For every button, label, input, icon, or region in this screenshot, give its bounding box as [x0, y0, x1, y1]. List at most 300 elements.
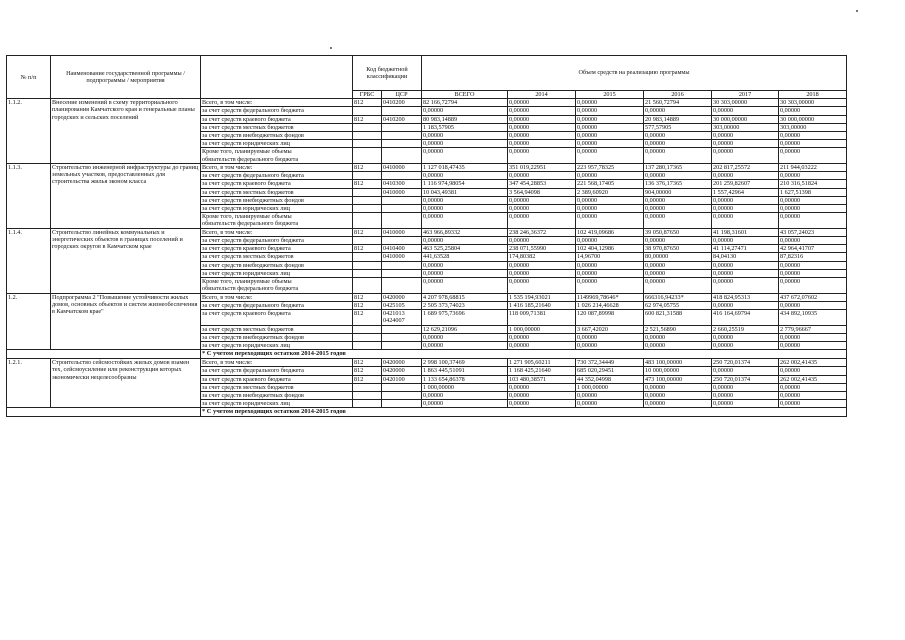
value-cell-y2018: 0,00000 — [779, 148, 847, 164]
value-cell-y2014: 0,00000 — [508, 123, 576, 131]
value-cell-y2015: 221 568,17405 — [576, 180, 644, 188]
value-cell-y2017: 250 720,01374 — [712, 375, 779, 383]
grbs-cell: 812 — [353, 301, 382, 309]
row-extrabudget-label: за счет средств внебюджетных фондов — [201, 196, 353, 204]
value-cell-total: 1 133 654,86378 — [422, 375, 508, 383]
row-legal-label: за счет средств юридических лиц — [201, 269, 353, 277]
csr-cell — [382, 325, 422, 333]
value-cell-y2015: 0,00000 — [576, 392, 644, 400]
value-cell-y2016: 0,00000 — [644, 132, 712, 140]
value-cell-y2017: 0,00000 — [712, 205, 779, 213]
value-cell-y2017: 0,00000 — [712, 196, 779, 204]
footnote-spacer — [7, 350, 201, 359]
value-cell-total: 10 043,49381 — [422, 188, 508, 196]
value-cell-total: 0,00000 — [422, 237, 508, 245]
value-cell-y2017: 0,00000 — [712, 107, 779, 115]
value-cell-total: 12 629,21096 — [422, 325, 508, 333]
value-cell-y2016: 600 821,31588 — [644, 310, 712, 326]
grbs-cell: 812 — [353, 293, 382, 301]
value-cell-y2014: 0,00000 — [508, 196, 576, 204]
value-cell-y2014: 0,00000 — [508, 392, 576, 400]
value-cell-y2017: 0,00000 — [712, 261, 779, 269]
value-cell-y2014: 347 454,28853 — [508, 180, 576, 188]
grbs-cell: 812 — [353, 359, 382, 367]
value-cell-y2014: 0,00000 — [508, 237, 576, 245]
value-cell-total: 2 998 100,37469 — [422, 359, 508, 367]
value-cell-y2014: 0,00000 — [508, 400, 576, 408]
value-cell-y2016: 80,00000 — [644, 253, 712, 261]
value-cell-total: 0,00000 — [422, 333, 508, 341]
value-cell-y2016: 0,00000 — [644, 342, 712, 350]
csr-cell — [382, 383, 422, 391]
csr-cell — [382, 123, 422, 131]
value-cell-y2018: 0,00000 — [779, 205, 847, 213]
value-cell-total: 2 505 373,74023 — [422, 301, 508, 309]
value-cell-y2016: 473 100,00000 — [644, 375, 712, 383]
section-name: Внесение изменений в схему территориального планирования Камчатского края и генеральные планы городских и сельских поселений — [51, 99, 201, 164]
value-cell-y2015: 730 372,34449 — [576, 359, 644, 367]
value-cell-total: 1 863 445,51091 — [422, 367, 508, 375]
footnote-row — [7, 408, 847, 417]
value-cell-y2015: 0,00000 — [576, 205, 644, 213]
row-label-planned — [201, 148, 353, 164]
value-cell-y2018: 0,00000 — [779, 383, 847, 391]
section-name: Строительство линейных коммунальных и энергетических объектов в границах поселений и городских округов в Камчатском крае — [51, 228, 201, 293]
value-cell-y2017: 0,00000 — [712, 301, 779, 309]
value-cell-y2016: 0,00000 — [644, 261, 712, 269]
value-cell-y2017: 0,00000 — [712, 367, 779, 375]
header-2016: 2016 — [644, 91, 712, 99]
table-row — [7, 164, 847, 172]
value-cell-y2014: 1 535 194,93021 — [508, 293, 576, 301]
value-cell-y2015: 0,00000 — [576, 237, 644, 245]
value-cell-y2018: 42 964,41707 — [779, 245, 847, 253]
value-cell-y2014: 351 019,22951 — [508, 164, 576, 172]
value-cell-y2014: 1 271 905,60211 — [508, 359, 576, 367]
value-cell-y2017: 0,00000 — [712, 400, 779, 408]
grbs-cell: 812 — [353, 310, 382, 326]
value-cell-y2016: 10 000,00000 — [644, 367, 712, 375]
header-2014: 2014 — [508, 91, 576, 99]
csr-code: 0421013 — [383, 310, 405, 318]
value-cell-y2016: 137 280,17365 — [644, 164, 712, 172]
budget-table — [6, 55, 847, 417]
csr-cell: 0420000 — [382, 359, 422, 367]
value-cell-y2014: 0,00000 — [508, 172, 576, 180]
row-regional-label: за счет средств краевого бюджета — [201, 310, 353, 326]
value-cell-y2014: 0,00000 — [508, 99, 576, 107]
grbs-cell — [353, 278, 382, 294]
value-cell-y2016: 0,00000 — [644, 333, 712, 341]
value-cell-y2016: 483 100,00000 — [644, 359, 712, 367]
value-cell-y2018: 30 000,00000 — [779, 115, 847, 123]
value-cell-y2015: 0,00000 — [576, 333, 644, 341]
section-number: 1.2. — [7, 293, 51, 350]
value-cell-y2018: 0,00000 — [779, 196, 847, 204]
value-cell-total: 1 000,00000 — [422, 383, 508, 391]
value-cell-y2017: 1 557,42964 — [712, 188, 779, 196]
value-cell-y2014: 0,00000 — [508, 140, 576, 148]
header-2018: 2018 — [779, 91, 847, 99]
value-cell-y2016: 136 376,17365 — [644, 180, 712, 188]
header-volume: Объем средств на реализацию программы — [422, 56, 847, 91]
value-cell-y2015: 44 352,04998 — [576, 375, 644, 383]
grbs-cell: 812 — [353, 99, 382, 107]
value-cell-y2017: 30 303,00000 — [712, 99, 779, 107]
value-cell-total: 0,00000 — [422, 392, 508, 400]
value-cell-y2015: 0,00000 — [576, 99, 644, 107]
header-num: № п/п — [7, 56, 51, 99]
csr-cell — [382, 400, 422, 408]
csr-cell — [382, 237, 422, 245]
csr-cell: 0420100 — [382, 375, 422, 383]
grbs-cell — [353, 188, 382, 196]
footnote-text: * С учетом переходящих остатков 2014-2015 годов — [201, 408, 847, 417]
grbs-cell — [353, 148, 382, 164]
csr-cell — [382, 196, 422, 204]
section-number: 1.2.1. — [7, 359, 51, 408]
value-cell-y2018: 0,00000 — [779, 342, 847, 350]
value-cell-y2015: 0,00000 — [576, 261, 644, 269]
grbs-cell: 812 — [353, 228, 382, 236]
value-cell-y2014: 0,00000 — [508, 278, 576, 294]
value-cell-y2018: 303,00000 — [779, 123, 847, 131]
csr-cell — [382, 392, 422, 400]
value-cell-y2014: 0,00000 — [508, 383, 576, 391]
csr-cell — [382, 107, 422, 115]
value-cell-y2015: 1 026 214,46628 — [576, 301, 644, 309]
csr-cell: 0410000 — [382, 164, 422, 172]
value-cell-y2017: 84,04130 — [712, 253, 779, 261]
value-cell-y2017: 418 824,95313 — [712, 293, 779, 301]
value-cell-y2017: 202 817,25572 — [712, 164, 779, 172]
grbs-cell — [353, 132, 382, 140]
csr-cell: 0410000 — [382, 188, 422, 196]
value-cell-y2016: 577,57905 — [644, 123, 712, 131]
section-name: Строительство инженерной инфраструктуры до границ земельных участков, предоставленных для строительства жилья эконом класса — [51, 164, 201, 229]
value-cell-y2016: 0,00000 — [644, 383, 712, 391]
value-cell-y2017: 0,00000 — [712, 140, 779, 148]
csr-cell — [382, 205, 422, 213]
grbs-cell — [353, 253, 382, 261]
grbs-cell — [353, 400, 382, 408]
value-cell-y2017: 201 259,82607 — [712, 180, 779, 188]
value-cell-total: 0,00000 — [422, 196, 508, 204]
header-total: ВСЕГО — [422, 91, 508, 99]
grbs-cell — [353, 140, 382, 148]
row-regional-label: за счет средств краевого бюджета — [201, 375, 353, 383]
value-cell-total: 1 127 018,47435 — [422, 164, 508, 172]
value-cell-y2014: 0,00000 — [508, 132, 576, 140]
value-cell-y2016: 0,00000 — [644, 278, 712, 294]
budget-table-sheet — [6, 55, 846, 417]
csr-cell: 0410400 — [382, 245, 422, 253]
row-label-line: Кроме того, планируемые объемы — [202, 148, 292, 156]
row-label-line: обязательств федерального бюджета — [202, 285, 299, 293]
value-cell-y2017: 2 660,25519 — [712, 325, 779, 333]
footnote-text: * С учетом переходящих остатков 2014-2015 годов — [201, 350, 847, 359]
row-label-line: Кроме того, планируемые объемы — [202, 278, 292, 286]
value-cell-y2015: 3 667,42020 — [576, 325, 644, 333]
value-cell-y2017: 0,00000 — [712, 383, 779, 391]
row-total-label: Всего, в том числе: — [201, 164, 353, 172]
value-cell-total: 4 207 978,68815 — [422, 293, 508, 301]
value-cell-total: 0,00000 — [422, 278, 508, 294]
value-cell-y2016: 0,00000 — [644, 107, 712, 115]
row-extrabudget-label: за счет средств внебюджетных фондов — [201, 392, 353, 400]
value-cell-total: 82 166,72794 — [422, 99, 508, 107]
section-number: 1.1.4. — [7, 228, 51, 293]
value-cell-total: 0,00000 — [422, 261, 508, 269]
row-label-planned — [201, 213, 353, 229]
value-cell-y2016: 2 521,56890 — [644, 325, 712, 333]
row-legal-label: за счет средств юридических лиц — [201, 140, 353, 148]
header-name: Наименование государственной программы / подпрограммы / мероприятия — [51, 56, 201, 99]
value-cell-y2016: 0,00000 — [644, 400, 712, 408]
value-cell-total: 1 116 974,98054 — [422, 180, 508, 188]
value-cell-y2018: 0,00000 — [779, 333, 847, 341]
value-cell-y2017: 303,00000 — [712, 123, 779, 131]
value-cell-y2018: 437 672,07602 — [779, 293, 847, 301]
csr-cell: 0410300 — [382, 180, 422, 188]
value-cell-y2015: 0,00000 — [576, 140, 644, 148]
value-cell-total: 0,00000 — [422, 342, 508, 350]
value-cell-y2018: 2 779,96667 — [779, 325, 847, 333]
value-cell-y2018: 0,00000 — [779, 140, 847, 148]
value-cell-y2018: 262 002,41435 — [779, 375, 847, 383]
value-cell-y2017: 41 198,31601 — [712, 228, 779, 236]
value-cell-y2016: 0,00000 — [644, 237, 712, 245]
row-total-label: Всего, в том числе: — [201, 228, 353, 236]
value-cell-y2015: 14,96700 — [576, 253, 644, 261]
value-cell-y2014: 0,00000 — [508, 333, 576, 341]
grbs-cell — [353, 205, 382, 213]
value-cell-y2017: 0,00000 — [712, 269, 779, 277]
value-cell-y2014: 0,00000 — [508, 107, 576, 115]
value-cell-y2015: 0,00000 — [576, 172, 644, 180]
value-cell-y2014: 118 009,71381 — [508, 310, 576, 326]
grbs-cell — [353, 213, 382, 229]
grbs-cell — [353, 392, 382, 400]
header-grbs: ГРБС — [353, 91, 382, 99]
value-cell-y2015: 685 020,29451 — [576, 367, 644, 375]
value-cell-y2016: 0,00000 — [644, 392, 712, 400]
value-cell-total: 1 689 975,73696 — [422, 310, 508, 326]
value-cell-y2016: 38 970,87650 — [644, 245, 712, 253]
csr-cell — [382, 148, 422, 164]
value-cell-total: 0,00000 — [422, 107, 508, 115]
value-cell-y2014: 1 000,00000 — [508, 325, 576, 333]
value-cell-y2015: 102 404,12986 — [576, 245, 644, 253]
value-cell-total: 0,00000 — [422, 172, 508, 180]
csr-cell — [382, 172, 422, 180]
csr-cell — [382, 269, 422, 277]
row-regional-label: за счет средств краевого бюджета — [201, 180, 353, 188]
row-federal-label: за счет средств федерального бюджета — [201, 301, 353, 309]
row-legal-label: за счет средств юридических лиц — [201, 400, 353, 408]
row-label-planned — [201, 278, 353, 294]
grbs-cell — [353, 325, 382, 333]
grbs-cell — [353, 123, 382, 131]
value-cell-y2018: 434 892,10935 — [779, 310, 847, 326]
value-cell-y2015: 0,00000 — [576, 213, 644, 229]
row-label-line: обязательств федерального бюджета — [202, 155, 299, 163]
value-cell-y2017: 250 720,01374 — [712, 359, 779, 367]
row-regional-label: за счет средств краевого бюджета — [201, 245, 353, 253]
row-local-label: за счет средств местных бюджетов — [201, 383, 353, 391]
row-federal-label: за счет средств федерального бюджета — [201, 237, 353, 245]
footnote-spacer — [7, 408, 201, 417]
grbs-cell — [353, 237, 382, 245]
row-local-label: за счет средств местных бюджетов — [201, 253, 353, 261]
value-cell-y2017: 0,00000 — [712, 172, 779, 180]
value-cell-y2014: 0,00000 — [508, 148, 576, 164]
value-cell-y2018: 0,00000 — [779, 392, 847, 400]
csr-cell: 0420000 — [382, 367, 422, 375]
section-number: 1.1.2. — [7, 99, 51, 164]
value-cell-y2016: 21 560,72794 — [644, 99, 712, 107]
value-cell-y2018: 87,82316 — [779, 253, 847, 261]
value-cell-y2018: 0,00000 — [779, 278, 847, 294]
row-extrabudget-label: за счет средств внебюджетных фондов — [201, 132, 353, 140]
grbs-cell — [353, 196, 382, 204]
csr-cell — [382, 140, 422, 148]
row-label-line: Кроме того, планируемые объемы — [202, 213, 292, 221]
value-cell-y2015: 1149969,78646* — [576, 293, 644, 301]
value-cell-total: 0,00000 — [422, 400, 508, 408]
grbs-cell — [353, 383, 382, 391]
value-cell-y2016: 20 983,14889 — [644, 115, 712, 123]
section-number: 1.1.3. — [7, 164, 51, 229]
footnote-row — [7, 350, 847, 359]
scan-mark — [330, 47, 332, 49]
value-cell-total: 80 983,14889 — [422, 115, 508, 123]
row-label-line: обязательств федерального бюджета — [202, 220, 299, 228]
table-row — [7, 228, 847, 236]
row-total-label: Всего, в том числе: — [201, 359, 353, 367]
value-cell-y2018: 0,00000 — [779, 237, 847, 245]
value-cell-y2014: 0,00000 — [508, 261, 576, 269]
row-extrabudget-label: за счет средств внебюджетных фондов — [201, 261, 353, 269]
value-cell-total: 0,00000 — [422, 140, 508, 148]
row-local-label: за счет средств местных бюджетов — [201, 325, 353, 333]
value-cell-y2015: 0,00000 — [576, 269, 644, 277]
csr-cell — [382, 342, 422, 350]
row-legal-label: за счет средств юридических лиц — [201, 205, 353, 213]
value-cell-y2016: 0,00000 — [644, 172, 712, 180]
grbs-cell — [353, 107, 382, 115]
csr-cell: 0410200 — [382, 99, 422, 107]
grbs-cell: 812 — [353, 115, 382, 123]
value-cell-y2016: 39 050,87650 — [644, 228, 712, 236]
value-cell-y2017: 41 114,27471 — [712, 245, 779, 253]
value-cell-y2017: 416 164,69794 — [712, 310, 779, 326]
section-name: Подпрограмма 2 "Повышение устойчивости жилых домов, основных объектов и систем жизнеобеспечения в Камчатском крае" — [51, 293, 201, 350]
grbs-cell — [353, 261, 382, 269]
table-row — [7, 359, 847, 367]
value-cell-y2015: 120 087,89998 — [576, 310, 644, 326]
header-2017: 2017 — [712, 91, 779, 99]
value-cell-y2015: 0,00000 — [576, 115, 644, 123]
grbs-cell — [353, 269, 382, 277]
csr-cell: 0410000 — [382, 228, 422, 236]
value-cell-y2014: 1 416 185,21640 — [508, 301, 576, 309]
value-cell-y2014: 174,80382 — [508, 253, 576, 261]
value-cell-y2018: 0,00000 — [779, 301, 847, 309]
row-federal-label: за счет средств федерального бюджета — [201, 107, 353, 115]
value-cell-y2018: 0,00000 — [779, 213, 847, 229]
value-cell-y2018: 262 002,41435 — [779, 359, 847, 367]
value-cell-y2016: 0,00000 — [644, 148, 712, 164]
scan-mark — [856, 10, 858, 12]
value-cell-y2017: 0,00000 — [712, 148, 779, 164]
value-cell-y2018: 0,00000 — [779, 132, 847, 140]
section-name: Строительство сейсмостойких жилых домов взамен тех, сейсмоусиление или реконструкция которых экономически нецелесообразны — [51, 359, 201, 408]
value-cell-y2016: 62 974,05755 — [644, 301, 712, 309]
grbs-cell — [353, 172, 382, 180]
value-cell-y2017: 0,00000 — [712, 132, 779, 140]
value-cell-total: 463 966,89332 — [422, 228, 508, 236]
value-cell-y2015: 0,00000 — [576, 342, 644, 350]
value-cell-y2014: 1 168 425,21640 — [508, 367, 576, 375]
value-cell-y2017: 0,00000 — [712, 237, 779, 245]
value-cell-y2014: 103 480,38571 — [508, 375, 576, 383]
grbs-cell: 812 — [353, 180, 382, 188]
value-cell-y2018: 1 627,51398 — [779, 188, 847, 196]
value-cell-y2015: 0,00000 — [576, 107, 644, 115]
value-cell-y2015: 0,00000 — [576, 196, 644, 204]
value-cell-y2015: 0,00000 — [576, 148, 644, 164]
csr-cell — [382, 261, 422, 269]
grbs-cell — [353, 333, 382, 341]
csr-cell: 0420000 — [382, 293, 422, 301]
value-cell-y2018: 43 057,24023 — [779, 228, 847, 236]
csr-cell — [382, 333, 422, 341]
value-cell-y2015: 0,00000 — [576, 278, 644, 294]
value-cell-y2017: 30 000,00000 — [712, 115, 779, 123]
table-row — [7, 293, 847, 301]
header-csr: ЦСР — [382, 91, 422, 99]
value-cell-y2015: 0,00000 — [576, 400, 644, 408]
csr-cell: 0410200 — [382, 115, 422, 123]
row-total-label: Всего, в том числе: — [201, 99, 353, 107]
grbs-cell: 812 — [353, 375, 382, 383]
value-cell-y2015: 223 957,78325 — [576, 164, 644, 172]
value-cell-total: 1 183,57905 — [422, 123, 508, 131]
value-cell-y2016: 0,00000 — [644, 196, 712, 204]
value-cell-y2014: 238 246,36372 — [508, 228, 576, 236]
value-cell-y2015: 0,00000 — [576, 123, 644, 131]
row-regional-label: за счет средств краевого бюджета — [201, 115, 353, 123]
value-cell-y2016: 0,00000 — [644, 269, 712, 277]
value-cell-y2017: 0,00000 — [712, 213, 779, 229]
value-cell-total: 463 525,25804 — [422, 245, 508, 253]
value-cell-y2014: 0,00000 — [508, 205, 576, 213]
value-cell-y2018: 0,00000 — [779, 107, 847, 115]
value-cell-total: 0,00000 — [422, 205, 508, 213]
header-2015: 2015 — [576, 91, 644, 99]
value-cell-y2014: 0,00000 — [508, 115, 576, 123]
value-cell-y2014: 0,00000 — [508, 213, 576, 229]
value-cell-y2016: 0,00000 — [644, 213, 712, 229]
value-cell-y2017: 0,00000 — [712, 342, 779, 350]
value-cell-y2014: 3 564,94098 — [508, 188, 576, 196]
value-cell-y2018: 210 316,51824 — [779, 180, 847, 188]
value-cell-y2018: 211 944,03222 — [779, 164, 847, 172]
grbs-cell: 812 — [353, 245, 382, 253]
grbs-cell: 812 — [353, 164, 382, 172]
row-federal-label: за счет средств федерального бюджета — [201, 172, 353, 180]
